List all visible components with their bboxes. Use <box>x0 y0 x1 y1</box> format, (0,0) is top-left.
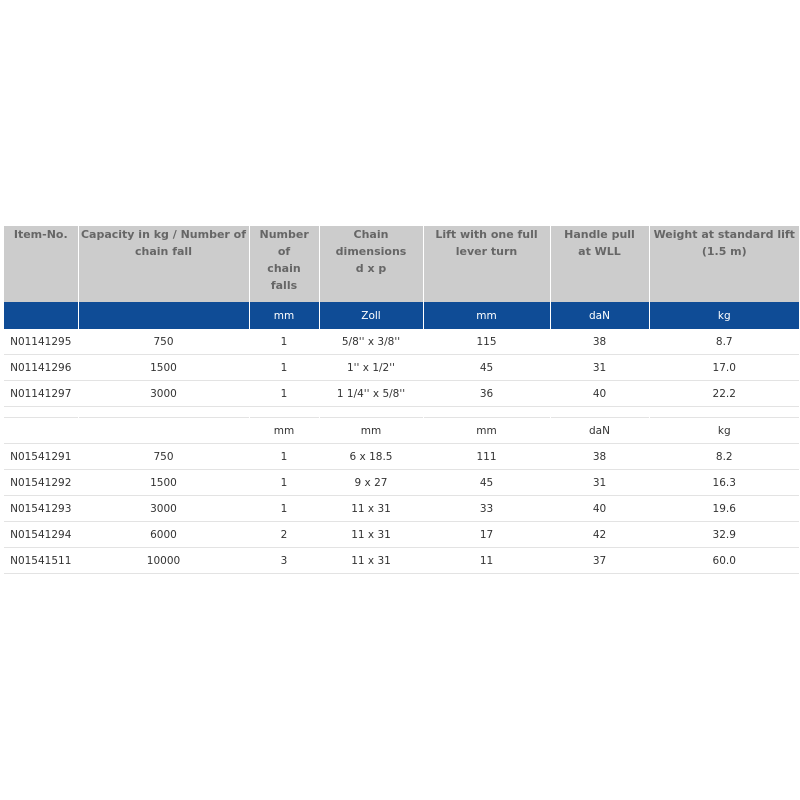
table-header-row <box>4 226 799 302</box>
falls-cell: 1 <box>249 329 319 355</box>
dimensions-cell: 9 x 27 <box>319 470 423 496</box>
item-no-cell: N01141296 <box>4 355 78 381</box>
unit-cell <box>4 418 78 444</box>
handle-pull-cell: 31 <box>550 470 649 496</box>
handle-pull-cell: 38 <box>550 444 649 470</box>
dimensions-cell: 1 1/4'' x 5/8'' <box>319 381 423 407</box>
weight-cell: 19.6 <box>649 496 799 522</box>
col-header-lift: Lift with one full lever turn <box>423 226 550 302</box>
lift-cell: 17 <box>423 522 550 548</box>
lift-cell: 45 <box>423 470 550 496</box>
lift-cell: 11 <box>423 548 550 574</box>
capacity-cell: 750 <box>78 444 249 470</box>
falls-cell: 1 <box>249 355 319 381</box>
unit-cell: mm <box>249 418 319 444</box>
item-no-cell: N01541511 <box>4 548 78 574</box>
unit-cell <box>4 302 78 329</box>
lift-cell: 45 <box>423 355 550 381</box>
falls-cell: 1 <box>249 381 319 407</box>
item-no-cell: N01541294 <box>4 522 78 548</box>
falls-cell: 2 <box>249 522 319 548</box>
weight-cell: 17.0 <box>649 355 799 381</box>
col-header-handle-pull: Handle pull at WLL <box>550 226 649 302</box>
unit-cell: kg <box>649 302 799 329</box>
unit-cell: kg <box>649 418 799 444</box>
unit-cell: Zoll <box>319 302 423 329</box>
handle-pull-cell: 31 <box>550 355 649 381</box>
unit-cell: mm <box>423 302 550 329</box>
group-spacer <box>4 407 799 418</box>
weight-cell: 16.3 <box>649 470 799 496</box>
falls-cell: 1 <box>249 470 319 496</box>
capacity-cell: 6000 <box>78 522 249 548</box>
capacity-cell: 3000 <box>78 496 249 522</box>
item-no-cell: N01541292 <box>4 470 78 496</box>
dimensions-cell: 11 x 31 <box>319 548 423 574</box>
dimensions-cell: 11 x 31 <box>319 522 423 548</box>
handle-pull-cell: 37 <box>550 548 649 574</box>
table-row <box>4 355 799 381</box>
weight-cell: 22.2 <box>649 381 799 407</box>
table-row <box>4 329 799 355</box>
dimensions-cell: 5/8'' x 3/8'' <box>319 329 423 355</box>
lift-cell: 36 <box>423 381 550 407</box>
falls-cell: 1 <box>249 496 319 522</box>
table-row <box>4 548 799 574</box>
table-row <box>4 522 799 548</box>
lift-cell: 33 <box>423 496 550 522</box>
handle-pull-cell: 42 <box>550 522 649 548</box>
weight-cell: 60.0 <box>649 548 799 574</box>
item-no-cell: N01141295 <box>4 329 78 355</box>
unit-cell <box>78 418 249 444</box>
col-header-chain-dimensions: Chain dimensions d x p <box>319 226 423 302</box>
unit-cell: mm <box>423 418 550 444</box>
dimensions-cell: 1'' x 1/2'' <box>319 355 423 381</box>
weight-cell: 32.9 <box>649 522 799 548</box>
weight-cell: 8.2 <box>649 444 799 470</box>
falls-cell: 3 <box>249 548 319 574</box>
falls-cell: 1 <box>249 444 319 470</box>
handle-pull-cell: 40 <box>550 381 649 407</box>
item-no-cell: N01541291 <box>4 444 78 470</box>
col-header-weight: Weight at standard lift (1.5 m) <box>649 226 799 302</box>
dimensions-cell: 11 x 31 <box>319 496 423 522</box>
item-no-cell: N01541293 <box>4 496 78 522</box>
col-header-chain-falls: Number of chain falls <box>249 226 319 302</box>
capacity-cell: 750 <box>78 329 249 355</box>
table-row <box>4 496 799 522</box>
capacity-cell: 1500 <box>78 355 249 381</box>
capacity-cell: 3000 <box>78 381 249 407</box>
unit-cell: mm <box>319 418 423 444</box>
capacity-cell: 1500 <box>78 470 249 496</box>
unit-cell: daN <box>550 418 649 444</box>
dimensions-cell: 6 x 18.5 <box>319 444 423 470</box>
table-row <box>4 470 799 496</box>
handle-pull-cell: 38 <box>550 329 649 355</box>
handle-pull-cell: 40 <box>550 496 649 522</box>
table-row <box>4 444 799 470</box>
capacity-cell: 10000 <box>78 548 249 574</box>
unit-row-secondary <box>4 418 799 444</box>
unit-cell: mm <box>249 302 319 329</box>
col-header-capacity: Capacity in kg / Number of chain fall <box>78 226 249 302</box>
lift-cell: 115 <box>423 329 550 355</box>
weight-cell: 8.7 <box>649 329 799 355</box>
lift-cell: 111 <box>423 444 550 470</box>
unit-row <box>4 302 799 329</box>
item-no-cell: N01141297 <box>4 381 78 407</box>
chain-hoist-spec-table <box>4 226 799 574</box>
col-header-item-no: Item-No. <box>4 226 78 302</box>
unit-cell: daN <box>550 302 649 329</box>
table-row <box>4 381 799 407</box>
unit-cell <box>78 302 249 329</box>
